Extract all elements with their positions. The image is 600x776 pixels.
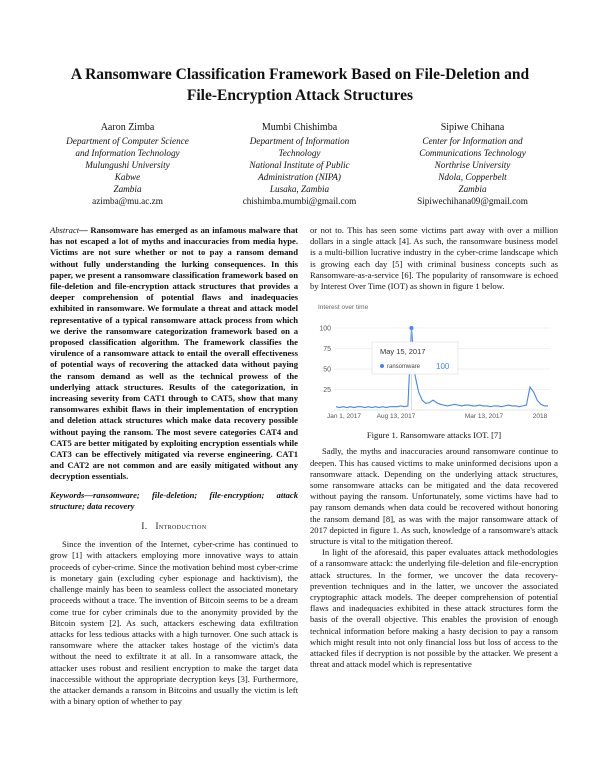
abstract-text: Ransomware has emerged as an infamous malware that has not escaped a lot of myths and inaccuracies from media hype. Victims are not sure whether or not to pay a ransom demand without fully understanding the lurking consequences. In this paper, we present a ransomware classification framework based on file-deletion and file-encryption attack structures that provides a deeper comprehension of potential flaws and inadequacies exhibited in ransomware. We formulate a threat and attack model representative of a typical ransomware attack process from which we derive the ransomware categorization framework based on a proposed classification algorithm. The framework classifies the virulence of a ransomware attack to entail the overall effectiveness of potential ways of recovering the attacked data without paying the ransom demand as well as the technical prowess of the underlying attack structures. Results of the categorization, in increasing severity from CAT1 through to CAT5, show that many ransomwares exhibit flaws in their implementation of encryption and deletion attack structures which make data recovery possible without paying the ransom. The most severe categories CAT4 and CAT5 are better mitigated by exploiting encryption essentials while CAT3 can be effectively mitigated via reverse engineering. CAT1 and CAT2 are not common and are easily mitigated without any decryption essentials.: [50, 225, 298, 482]
x-tick-label: Aug 13, 2017: [376, 413, 416, 421]
title-line-2: File-Encryption Attack Structures: [186, 87, 414, 104]
author-name: Aaron Zimba: [100, 122, 155, 133]
x-tick-label: Mar 13, 2017: [464, 413, 504, 421]
author-3: [385, 122, 560, 207]
author-affiliation: Communications Technology: [419, 148, 526, 158]
x-axis-labels: [327, 413, 548, 420]
author-affiliation: Administration (NIPA): [258, 172, 341, 182]
author-name: Sipiwe Chihana: [440, 122, 505, 133]
figure-caption: Figure 1. Ransomware attacks IOT. [7]: [366, 430, 502, 441]
chart-tooltip: [372, 342, 458, 374]
author-affiliation: Northrise University: [434, 160, 511, 170]
abstract: [50, 225, 298, 483]
keywords-label: Keywords: [50, 489, 85, 500]
body-paragraph: In light of the aforesaid, this paper evaluates attack methodologies of a ransomware attack: the underlying file-deletion and file-encryption attack structures. In the former, we uncover the data recovery-prevention techniques and in the latter, we uncover the associated cryptographic attack models. The deeper comprehension of potential flaws and inadequacies exhibited in these attack structures form the basis of the overall objective. This enables the provision of enough technical information before making a hasty decision to pay a ransom which might result into not only financial loss but loss of access to the attacked files if decryption is not possible by the attacker. We present a threat and attack model which is representative: [310, 547, 558, 670]
body-paragraph: Sadly, the myths and inaccuracies around ransomware continue to deepen. This has caused victims to make uninformed decisions upon a ransomware attack. Depending on the underlying attack structures, some ransomware attacks can be mitigated and the data recovered without paying the ransom. Unfortunately, some victims have had to pay ransom demands when data could be recovered without honoring the ransom demand [8], as was with the major ransomware attack of 2017 depicted in figure 1. As such, knowledge of a ransomware's attack structure is vital to the mitigation thereof.: [310, 446, 558, 547]
author-affiliation: Zambia: [458, 184, 487, 194]
author-affiliation: Mulungushi University: [85, 160, 170, 170]
paper-title: [40, 64, 560, 106]
author-affiliation: Lusaka, Zambia: [269, 184, 330, 194]
peak-point: [409, 326, 413, 330]
body-paragraph: or not to. This has seen some victims part away with over a million dollars in a single attack [4]. As such, the ransomware business model is a multi-billion lucrative industry in the cyber-crime landscape which is growing each day [5] with criminal business concepts such as Ransomware-as-a-service [6]. The popularity of ransomware is echoed by Interest Over Time (IOT) as shown in figure 1 below.: [310, 225, 558, 292]
tooltip-series-dot: [380, 364, 384, 368]
author-affiliation: Department of Information: [249, 136, 350, 146]
right-column: [310, 225, 558, 670]
y-tick-label: 50: [323, 366, 331, 374]
y-tick-label: 75: [323, 346, 331, 354]
author-name: Mumbi Chishimba: [261, 122, 338, 133]
author-affiliation: Center for Information and: [422, 136, 523, 146]
left-column: [50, 225, 298, 707]
y-tick-label: 100: [319, 325, 331, 333]
author-email: azimba@mu.ac.zm: [92, 196, 163, 206]
author-affiliation: Ndola, Copperbelt: [438, 172, 507, 182]
section-title: Introduction: [155, 521, 207, 532]
section-heading-introduction: [50, 521, 298, 532]
title-line-1: A Ransomware Classification Framework Based on File-Deletion and: [70, 66, 530, 83]
abstract-dash: —: [79, 225, 91, 235]
author-affiliation: Kabwe: [114, 172, 141, 182]
x-tick-label: Jan 1, 2017: [327, 413, 361, 421]
tooltip-series: ransomware: [387, 364, 421, 371]
interest-over-time-chart: [310, 298, 558, 428]
tooltip-value: 100: [436, 362, 450, 372]
author-affiliation: Department of Computer Science: [66, 136, 189, 146]
abstract-label: Abstract: [50, 225, 80, 235]
keywords: [50, 490, 298, 512]
x-tick-label: 2018: [532, 413, 548, 421]
body-paragraph: Since the invention of the Internet, cyber-crime has continued to grow [1] with attackers employing more innovative ways to attain proceeds of cyber-crime. Since the motivation behind most cyber-crime is monetary gain (excluding cyber espionage and hacktivism), the challenge mainly has been to seamless collect the associated monetary proceeds without a trace. The invention of Bitcoin seems to be a dream come true for cyber criminals due to the anonymity provided by the Bitcoin system [2]. As such, attackers eschewing data exfiltration attacks for less tedious attacks with a high turnover. One such attack is ransomware where the attacker takes hostage of the victim's data without the need to exfiltrate it at all. In a ransomware attack, the attacker uses robust and resilient encryption to make the target data inaccessible without the appropriate decryption keys [3]. Furthermore, the attacker demands a ransom in Bitcoins and usually the victim is left with a binary option of whether to pay: [50, 539, 298, 707]
author-email: Sipiwechihana09@gmail.com: [417, 196, 528, 206]
author-affiliation: Technology: [278, 148, 321, 158]
tooltip-date: May 15, 2017: [380, 347, 426, 357]
author-email: chishimba.mumbi@gmail.com: [242, 196, 357, 206]
y-tick-label: 25: [323, 387, 331, 395]
author-affiliation: and Information Technology: [75, 148, 180, 158]
author-affiliation: National Institute of Public: [249, 160, 350, 170]
author-2: [212, 122, 387, 207]
keywords-text: —ransomware; file-deletion; file-encryption; attack structure; data recovery: [50, 489, 298, 511]
author-affiliation: Zambia: [113, 184, 142, 194]
author-1: [40, 122, 215, 207]
section-number: I.: [141, 521, 148, 532]
figure-1: [310, 298, 558, 428]
chart-header: Interest over time: [318, 304, 369, 312]
y-axis-labels: [319, 326, 331, 395]
